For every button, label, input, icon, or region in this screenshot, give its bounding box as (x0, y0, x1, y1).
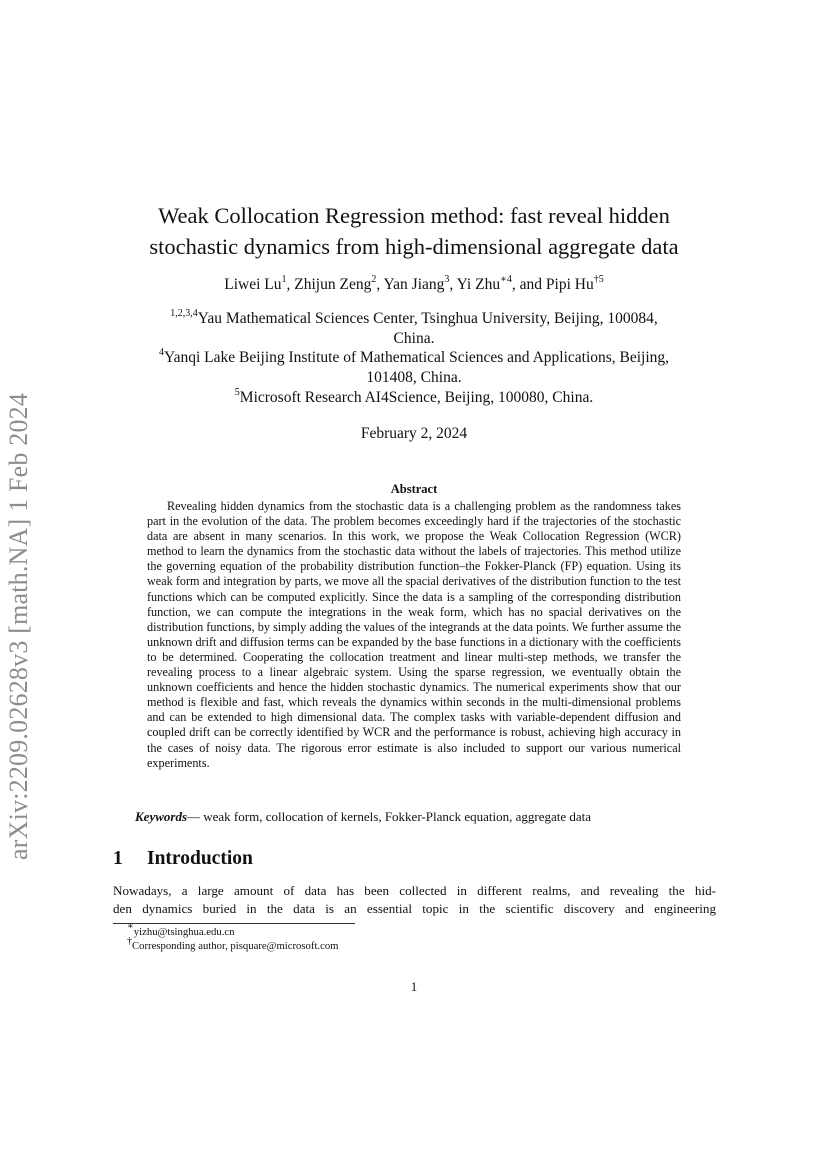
author: Zhijun Zeng$^2$, (294, 273, 384, 293)
affiliation-line: China. (393, 329, 435, 347)
section-heading (113, 848, 253, 870)
abstract-heading: Abstract (390, 482, 438, 496)
keywords-label: Keywords (135, 809, 187, 824)
author: Yi Zhu$^{∗4}$, and (456, 273, 546, 293)
affiliations (0, 309, 828, 408)
title-line-1: Weak Collocation Regression method: fast reveal hidden (158, 203, 670, 228)
publication-date: February 2, 2024 (360, 425, 468, 442)
affiliation-line: $^4$Yanqi Lake Beijing Institute of Mathematical Sciences and Applications, Beijing, (158, 347, 670, 367)
footnote: †Corresponding author, pisquare@microsoft.com (127, 935, 339, 953)
keywords-text: — weak form, collocation of kernels, Fokker-Planck equation, aggregate data (187, 809, 592, 824)
affiliation-line: $^5$Microsoft Research AI4Science, Beijing, 100080, China. (234, 386, 594, 406)
keywords (135, 809, 695, 825)
abstract-text: Revealing hidden dynamics from the stochastic data is a challenging problem as the randomness takes part in the evolution of the data. The problem becomes exceedingly hard if the trajectories of the stochastic data are absent in many scenarios. In this work, we propose the Weak Collocation Regression (WCR) method to learn the dynamics from the stochastic data without the labels of trajectories. This method utilize the governing equation of the probability distribution function–the Fokker-Planck (FP) equation. Using its weak form and integration by parts, we move all the spacial derivatives of the distribution function to the test functions which can be computed explicitly. Since the data is a sampling of the corresponding distribution function, we can compute the integrations in the weak form, which has no spacial derivatives on the distribution functions, by simply adding the values of the integrands at the data points. We further assume the unknown drift and diffusion terms can be expanded by the base functions in a dictionary with the coefficients to be determined. Cooperating the collocation treatment and linear multi-step methods, we transfer the revealing process to a linear algebraic system. Using the sparse regression, we eventually obtain the unknown coefficients and hence the hidden stochastic dynamics. The numerical experiments show that our method is flexible and fast, which reveals the dynamics within seconds in the multi-dimensional problems and can be extended to high dimensional data. The complex tasks with variable-dependent diffusion and coupled drift can be correctly identified by WCR and the performance is robust, achieving high accuracy in the cases of noisy data. The rigorous error estimate is also included to support our various numerical experiments. (147, 499, 681, 770)
footnote: ∗yizhu@tsinghua.edu.cn (127, 921, 235, 938)
introduction-paragraph (113, 882, 716, 919)
section-title: Introduction (147, 848, 253, 869)
paragraph-line: den dynamics buried in the data is an essential topic in the scientific discovery and engineering (113, 901, 716, 917)
author: Liwei Lu$^1$, (224, 273, 295, 293)
section-number: 1 (113, 848, 123, 869)
paper-title (0, 200, 828, 262)
page-number: 1 (410, 979, 418, 994)
paragraph-line: Nowadays, a large amount of data has been collected in different realms, and revealing the hid- (113, 883, 716, 898)
footnotes (127, 921, 339, 954)
author: Pipi Hu$^{\dagger 5}$ (545, 273, 604, 293)
footnote-divider (113, 923, 355, 924)
author: Yan Jiang$^3$, (383, 273, 457, 293)
affiliation-line: $^{1,2,3,4}$Yau Mathematical Sciences Center, Tsinghua University, Beijing, 100084, (170, 307, 658, 327)
arxiv-identifier-stamp: arXiv:2209.02628v3 [math.NA] 1 Feb 2024 (4, 392, 33, 860)
author-list (0, 275, 828, 295)
affiliation-line: 101408, China. (366, 369, 462, 387)
title-line-2: stochastic dynamics from high-dimensional aggregate data (149, 234, 679, 259)
